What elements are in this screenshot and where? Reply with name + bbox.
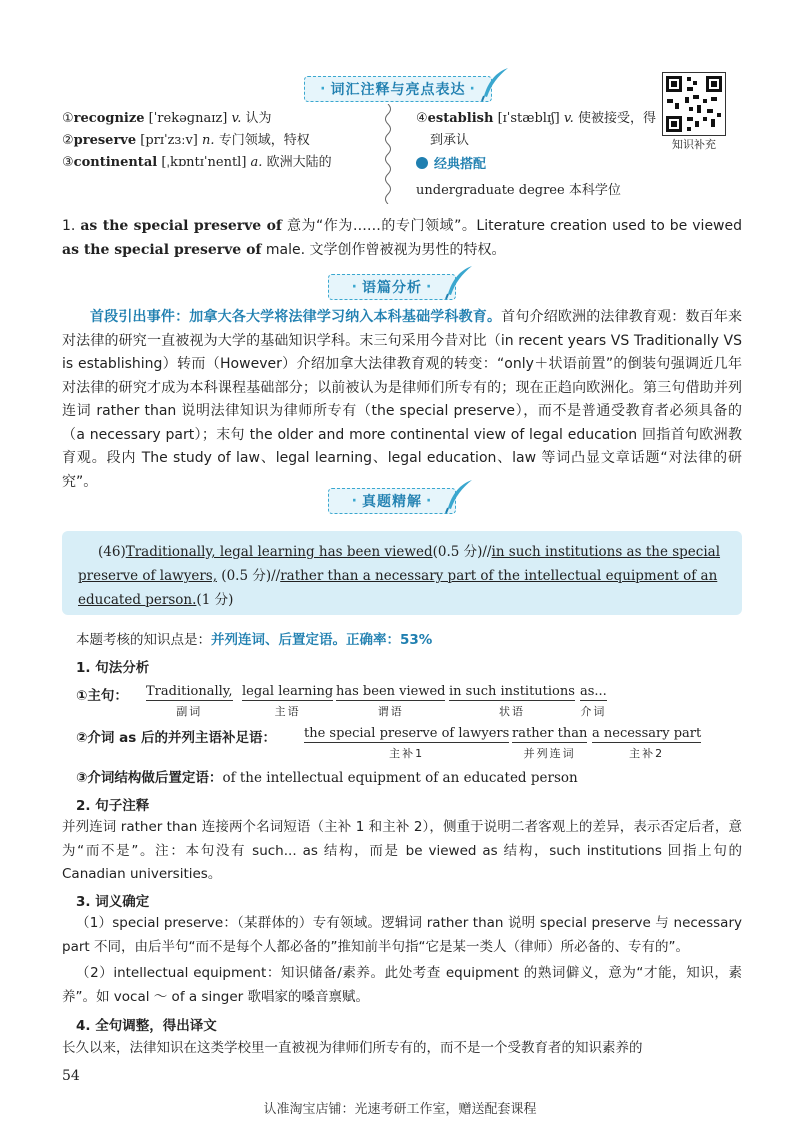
vocab-left (62, 108, 382, 174)
syntax-segment: a necessary part 主补2 (592, 726, 702, 760)
qr-code[interactable] (662, 72, 726, 136)
section-banner-analysis: · 语篇分析 · (328, 274, 456, 300)
knowledge-points: 本题考核的知识点是：并列连词、后置定语。正确率：53% (76, 632, 433, 648)
row2-head: ②介词 as 后的并列主语补足语： (76, 730, 276, 746)
syntax-segment: the special preserve of lawyers 主补1 (304, 726, 510, 760)
quill-icon (442, 478, 476, 514)
banner-label: 词汇注释与亮点表达 (330, 82, 466, 98)
syntax-segment: in such institutions 状语 (449, 684, 575, 718)
vocab-def-cont: 到承认 (430, 133, 470, 148)
quill-icon (442, 264, 476, 300)
exam-sentence: (46)Traditionally, legal learning has been viewed(0.5 分)//in such institutions as the special preserve of lawyers, (0.5 分)//rather than a necessary part of the intellectual equipment of an educated person.(1 分) (78, 544, 721, 608)
syntax-segment: rather than 并列连词 (512, 726, 588, 760)
divider-wavy (382, 104, 394, 204)
analysis-paragraph: 首段引出事件：加拿大各大学将法律学习纳入本科基础学科教育。首句介绍欧洲的法律教育观：数百年来对法律的研究一直被视为大学的基础知识学科。末三句采用今昔对比（in recent years VS Traditionally VS is establishing）转而（However）介绍加拿大法律教育观的转变：“only＋状语前置”的倒装句强调近几年对法律的研究才成为本科课程基础部分；以前被认为是律师们所专有的；现在正趋向欧洲化。第三句借助并列连词 rather than 说明法律知识为律师所专有（the special preserve），而不是普通受教育者必须具备的（a necessary part）；末句 the older and more continental view of legal education 回指首句欧洲教育观。段内 The study of law、legal learning、legal education、law 等词凸显文章话题“对法律的研究”。 (62, 309, 743, 490)
section-banner-exam: · 真题精解 · (328, 488, 456, 514)
page-number: 54 (62, 1068, 80, 1084)
section-banner-vocab: · 词汇注释与亮点表达 · (304, 76, 492, 102)
syntax-segment: Traditionally, 副词 (146, 684, 233, 718)
section-3-p2: （2）intellectual equipment：知识储备/素养。此处考查 equipment 的熟词僻义，意为“才能，知识，素养”。如 vocal ～ of a singer 歌唱家的嗓音禀赋。 (62, 965, 742, 1005)
bullet-icon (416, 157, 428, 169)
collocation-text: undergraduate degree 本科学位 (416, 183, 621, 198)
section-2-title: 2. 句子注释 (76, 798, 150, 814)
quill-icon (478, 66, 512, 102)
vocab-right (416, 108, 656, 202)
qr-label: 知识补充 (672, 138, 716, 151)
vocab-item: ③continental [ˌkɒntɪˈnentl] a. 欧洲大陆的 (62, 155, 332, 170)
vocab-item: ①recognize [ˈrekəɡnaɪz] v. 认为 (62, 111, 272, 126)
banner-label: 真题精解 (362, 494, 422, 510)
banner-label: 语篇分析 (362, 280, 422, 296)
vocab-item: ②preserve [prɪˈzɜːv] n. 专门领域，特权 (62, 133, 310, 148)
section-2-text: 并列连词 rather than 连接两个名词短语（主补 1 和主补 2），侧重于说明二者客观上的差异，表示否定后者，意为“而不是”。注：本句没有 such... as 结构，而是 be viewed as 结构，such institutions 回指上句的 Canadian universities。 (62, 819, 742, 882)
syntax-segment: as... 介词 (580, 684, 607, 718)
vocab-item: ④establish [ɪˈstæblɪʃ] v. 使被接受，得 (416, 111, 656, 126)
note-1: 1. as the special preserve of 意为“作为……的专门领域”。Literature creation used to be viewed as the special preserve of male. 文学创作曾被视为男性的特权。 (62, 218, 743, 258)
footer-text: 认准淘宝店铺：光速考研工作室，赠送配套课程 (263, 1102, 537, 1117)
syntax-segment: has been viewed 谓语 (336, 684, 446, 718)
syntax-segment: legal learning 主语 (242, 684, 334, 718)
row3: ③介词结构做后置定语：of the intellectual equipment of an educated person (76, 770, 578, 786)
section-1-title: 1. 句法分析 (76, 660, 150, 676)
section-3-p1: （1）special preserve：（某群体的）专有领域。逻辑词 rather than 说明 special preserve 与 necessary part 不同，由后半句“而不是每个人都必备的”推知前半句指“它是某一类人（律师）所必备的、专有的”。 (62, 915, 742, 955)
section-4-text: 长久以来，法律知识在这类学校里一直被视为律师们所专有的，而不是一个受教育者的知识素养的 (62, 1040, 643, 1056)
row1-head: ①主句： (76, 688, 128, 704)
section-3-title: 3. 词义确定 (76, 894, 150, 910)
collocation-title: 经典搭配 (416, 154, 656, 176)
section-4-title: 4. 全句调整，得出译文 (76, 1018, 217, 1034)
